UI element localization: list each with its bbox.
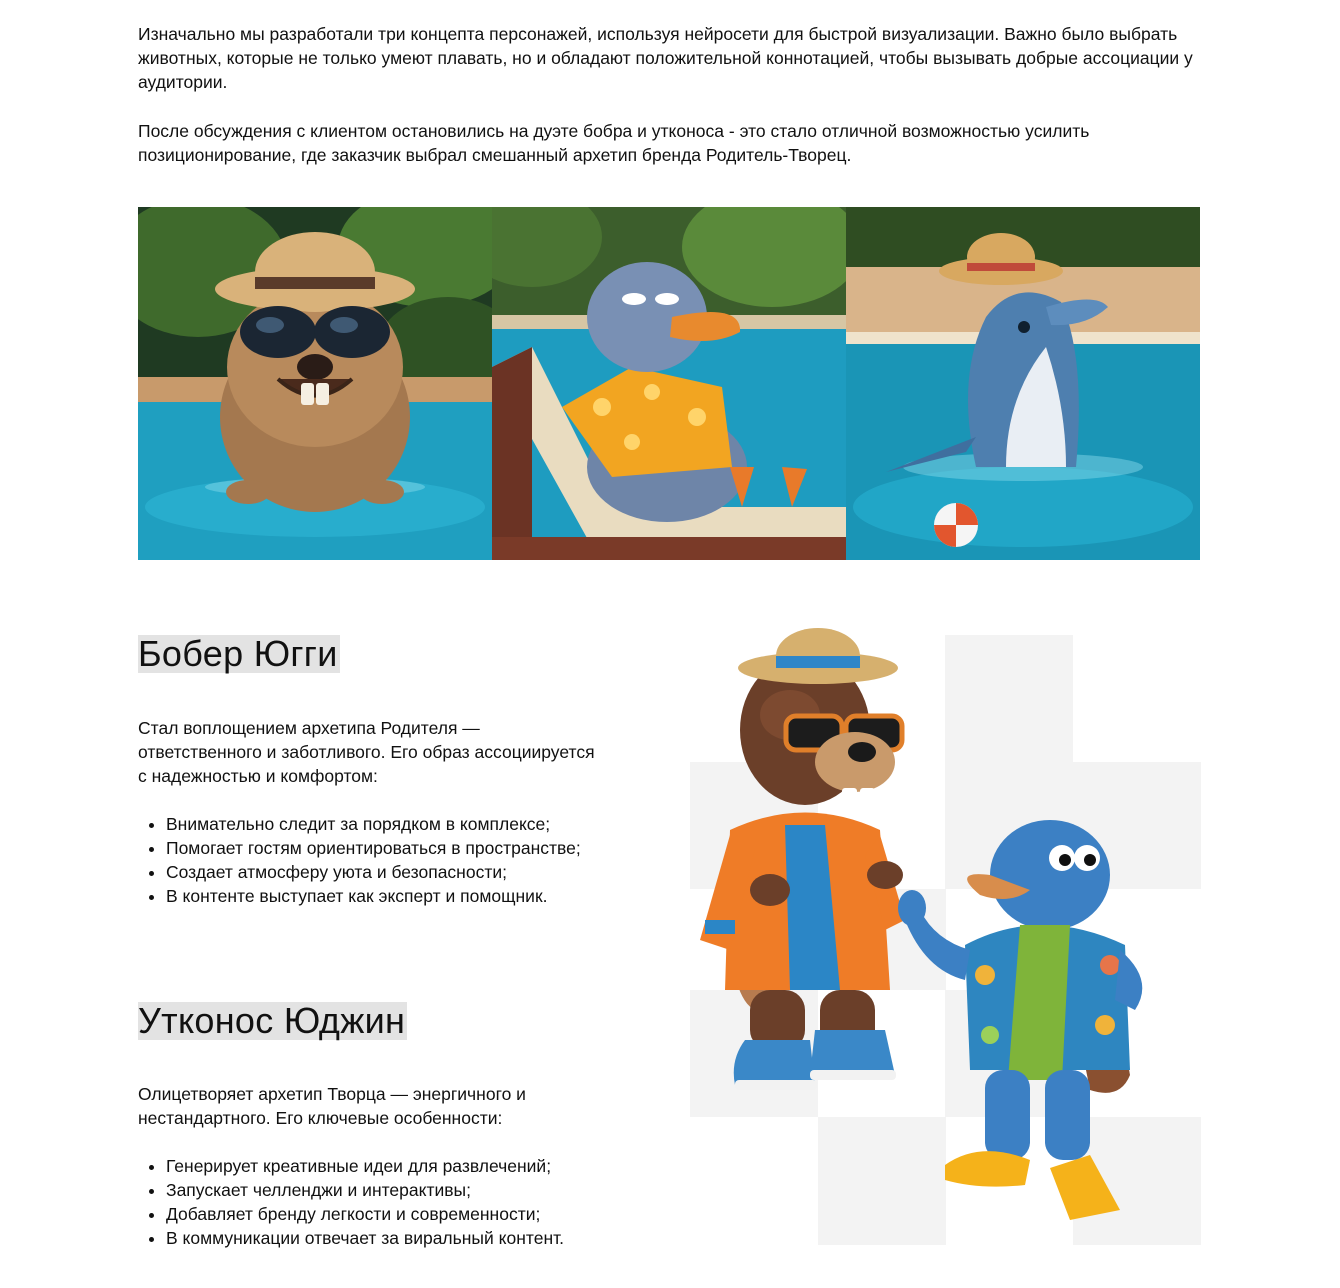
list-item: • В коммуникации отвечает за виральный контент. [166,1226,626,1250]
beaver-description: Стал воплощением архетипа Родителя — ответственного и заботливого. Его образ ассоциируется с надежностью и комфортом: [138,718,595,786]
concept-gallery [138,207,1201,560]
list-item: • Создает атмосферу уюта и безопасности; [166,860,626,884]
platypus-mascot [898,820,1142,1220]
list-item: • Генерирует креативные идеи для развлечений; [166,1154,626,1178]
intro-paragraph-2: После обсуждения с клиентом остановились на дуэте бобра и утконоса - это стало отличной возможностью усилить позиционирование, где заказчик выбрал смешанный архетип бренда Родитель-Творец. [138,121,1090,165]
list-item: • Помогает гостям ориентироваться в пространстве; [166,836,626,860]
beaver-points-list [138,812,626,908]
beaver-concept-image [138,207,492,560]
list-item: • Запускает челленджи и интерактивы; [166,1178,626,1202]
beaver-mascot [700,628,905,1090]
mascots-illustration [690,620,1210,1260]
beaver-title: Бобер Югги [138,633,338,674]
intro-paragraph-1: Изначально мы разработали три концепта персонажей, используя нейросети для быстрой визуализации. Важно было выбрать животных, которые не только умеют плавать, но и обладают положительной коннотацией, чтобы вызывать добрые ассоциации у аудитории. [138,24,1193,92]
dolphin-concept-image [846,207,1200,560]
platypus-description: Олицетворяет архетип Творца — энергичного и нестандартного. Его ключевые особенности: [138,1084,526,1128]
platypus-points-list [138,1154,626,1250]
platypus-concept-image [492,207,846,560]
platypus-title: Утконос Юджин [138,1000,406,1041]
list-item: • В контенте выступает как эксперт и помощник. [166,884,626,908]
list-item: • Внимательно следит за порядком в комплексе; [166,812,626,836]
list-item: • Добавляет бренду легкости и современности; [166,1202,626,1226]
